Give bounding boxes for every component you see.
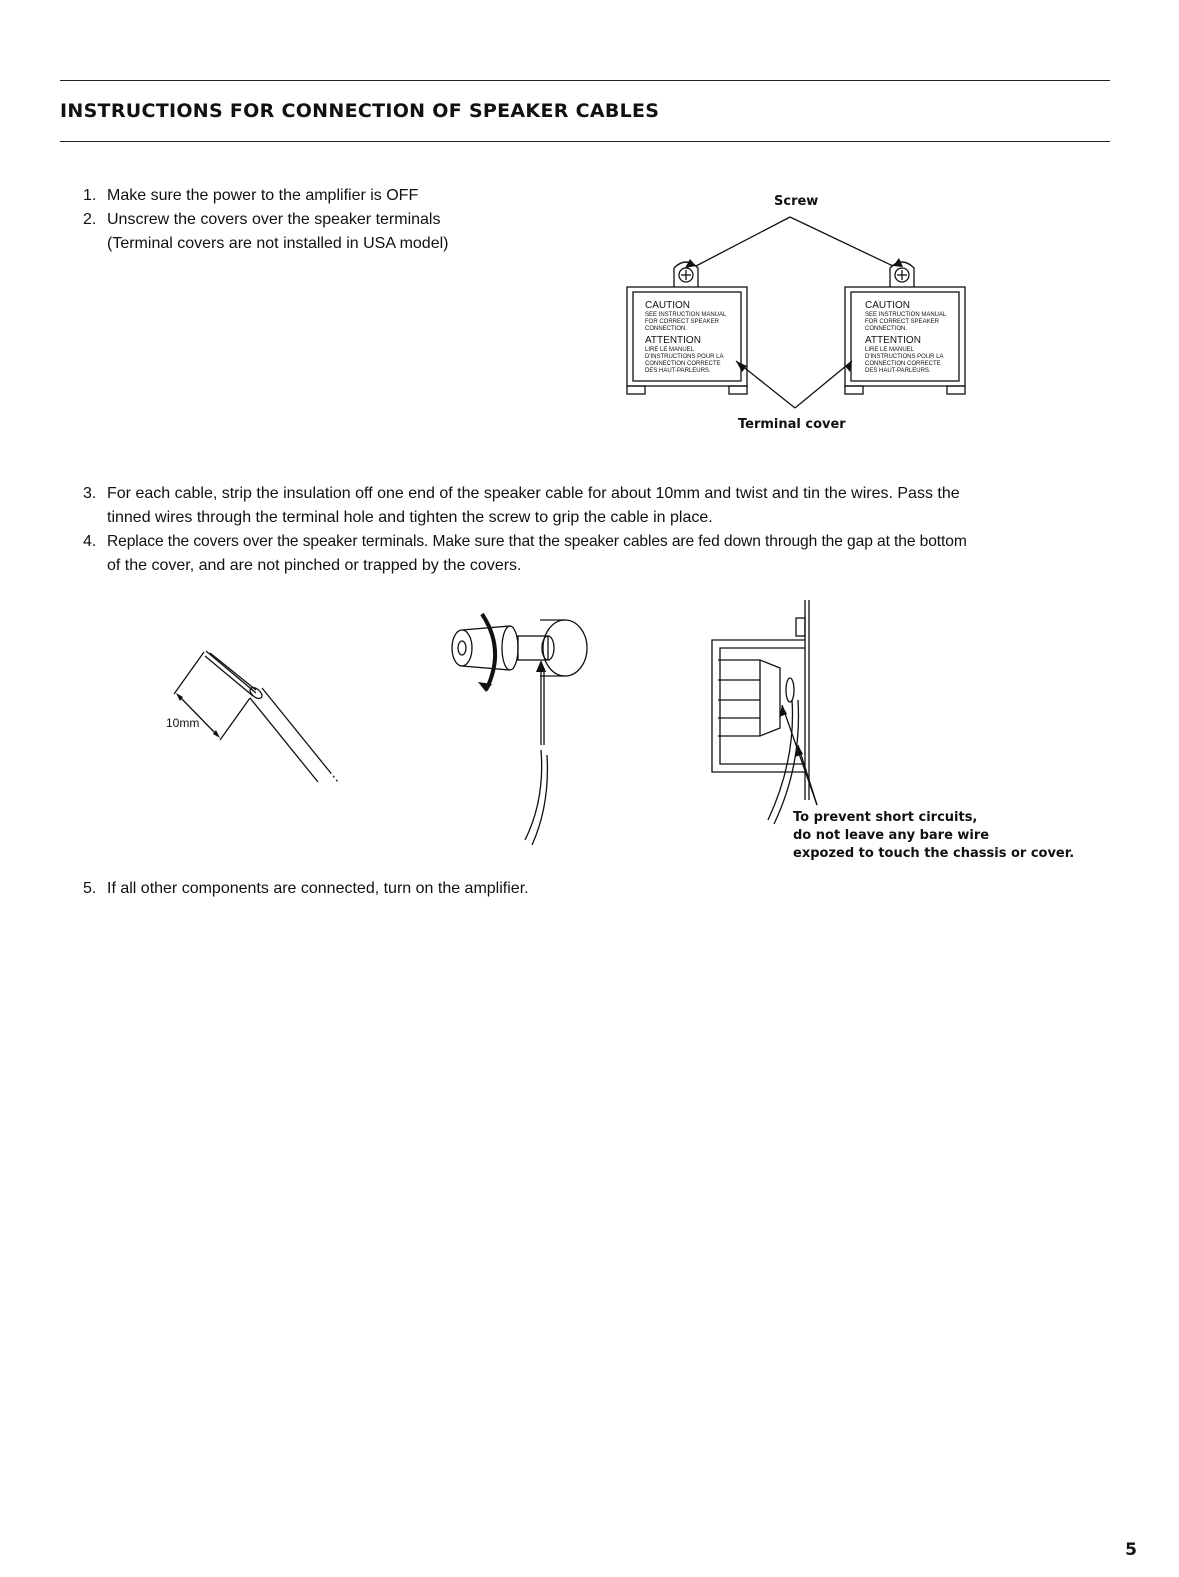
- cover-line: CONNECTION CORRECTE: [865, 361, 941, 367]
- warning-line: do not leave any bare wire: [793, 828, 990, 843]
- step-number: 4.: [83, 533, 97, 550]
- cover-line: D'INSTRUCTIONS POUR LA: [645, 354, 724, 360]
- cover-line: DES HAUT-PARLEURS.: [645, 368, 711, 374]
- cover-line: CONNECTION.: [645, 326, 687, 332]
- cover-line: FOR CORRECT SPEAKER: [865, 319, 939, 325]
- step-text: If all other components are connected, turn on the amplifier.: [107, 880, 529, 897]
- cover-caution: CAUTION: [645, 300, 690, 311]
- step-text: Unscrew the covers over the speaker terminals: [107, 211, 441, 228]
- screw-label: Screw: [774, 194, 819, 209]
- step-number: 2.: [83, 211, 97, 228]
- page-number: 5: [1125, 1540, 1137, 1560]
- cover-line: SEE INSTRUCTION MANUAL: [865, 312, 947, 318]
- page-title: INSTRUCTIONS FOR CONNECTION OF SPEAKER CABLES: [60, 100, 660, 122]
- step-number: 5.: [83, 880, 97, 897]
- strip-length-label: 10mm: [166, 716, 200, 730]
- step-number: 1.: [83, 187, 97, 204]
- cover-line: CONNECTION.: [865, 326, 907, 332]
- step-number: 3.: [83, 485, 97, 502]
- cover-line: SEE INSTRUCTION MANUAL: [645, 312, 727, 318]
- cover-attention: ATTENTION: [865, 335, 921, 346]
- step-2-continuation: (Terminal covers are not installed in USA model): [107, 235, 449, 252]
- step-4-continuation: of the cover, and are not pinched or trapped by the covers.: [107, 557, 522, 574]
- cover-line: D'INSTRUCTIONS POUR LA: [865, 354, 944, 360]
- terminal-cover-label: Terminal cover: [738, 417, 846, 432]
- cover-line: DES HAUT-PARLEURS.: [865, 368, 931, 374]
- step-5: [83, 877, 529, 901]
- step-3-continuation: tinned wires through the terminal hole and tighten the screw to grip the cable in place.: [107, 509, 713, 526]
- warning-line: expozed to touch the chassis or cover.: [793, 846, 1075, 861]
- cover-line: FOR CORRECT SPEAKER: [645, 319, 719, 325]
- cover-line: CONNECTION CORRECTE: [645, 361, 721, 367]
- cover-caution: CAUTION: [865, 300, 910, 311]
- cover-attention: ATTENTION: [645, 335, 701, 346]
- cover-line: LIRE LE MANUEL: [865, 347, 915, 353]
- step-text: For each cable, strip the insulation off one end of the speaker cable for about 10mm and twist and tin the wires. Pass the: [107, 485, 960, 502]
- warning-line: To prevent short circuits,: [793, 810, 978, 825]
- step-text: Replace the covers over the speaker terminals. Make sure that the speaker cables are fed down through the gap at the bottom: [107, 533, 967, 550]
- short-circuit-warning: [793, 809, 1074, 863]
- step-text: Make sure the power to the amplifier is OFF: [107, 187, 419, 204]
- cover-line: LIRE LE MANUEL: [645, 347, 695, 353]
